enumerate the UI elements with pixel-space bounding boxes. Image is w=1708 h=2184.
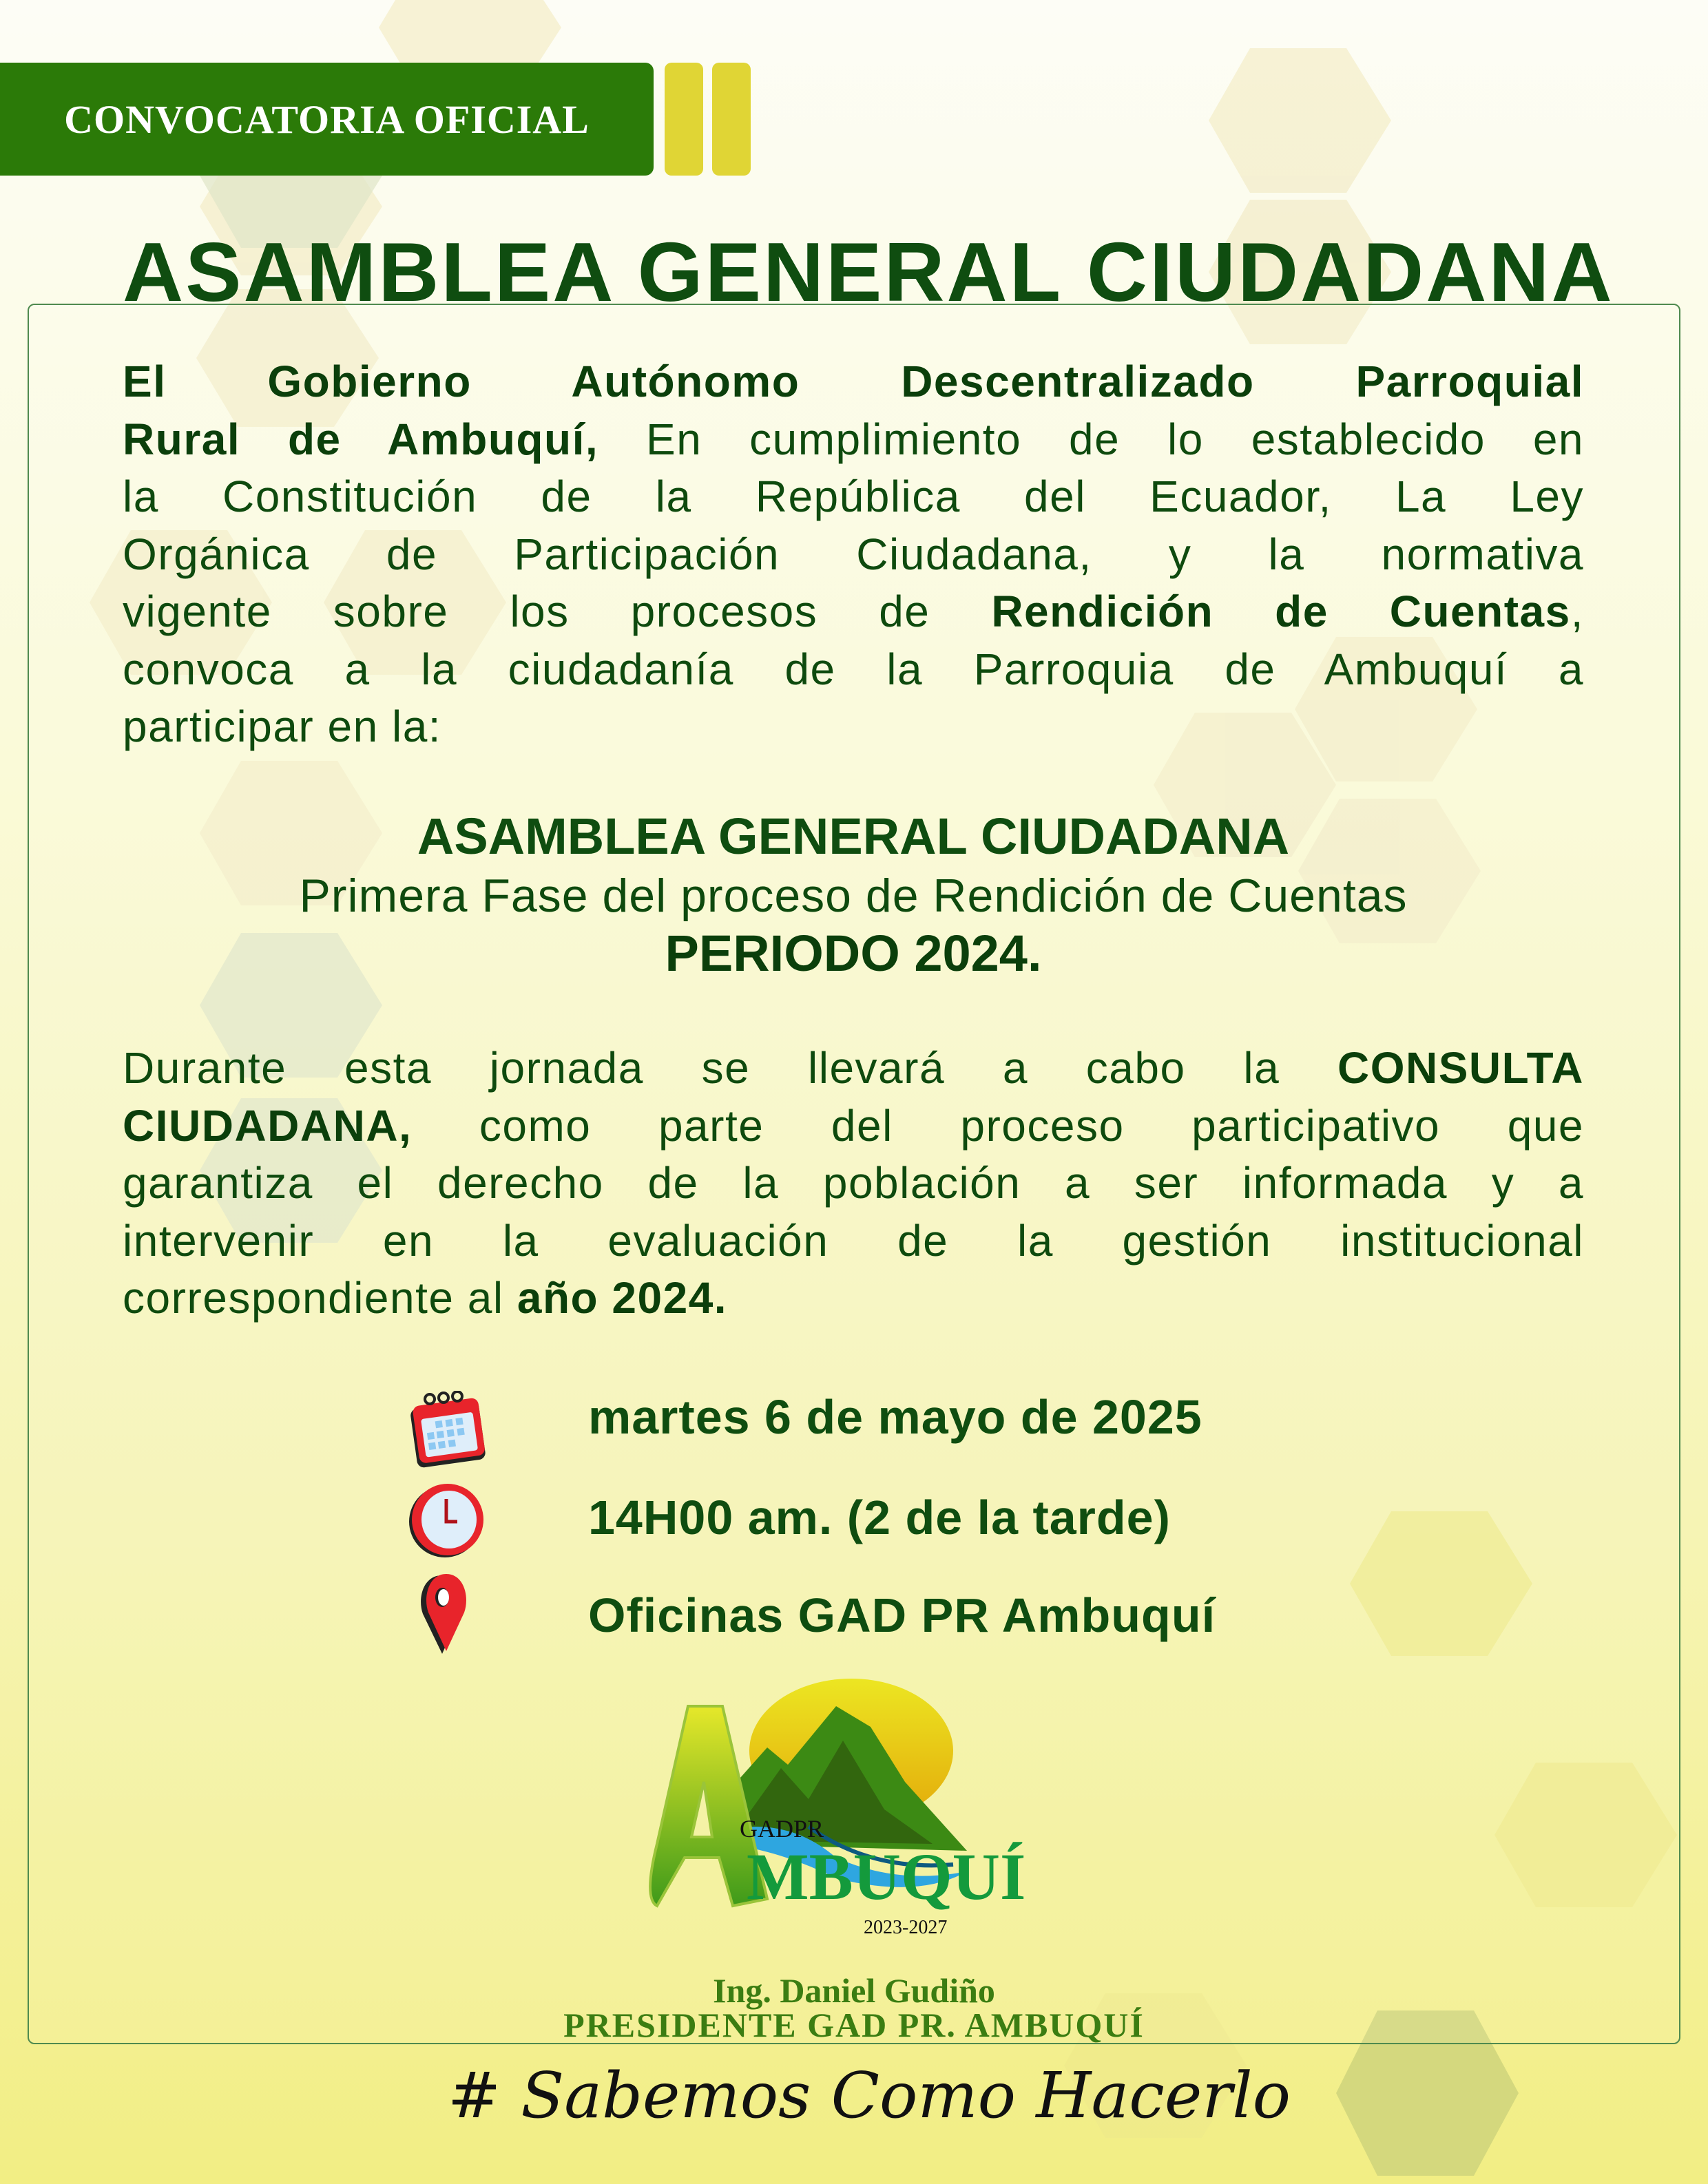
- paragraph-line: [123, 353, 1584, 411]
- ambuqui-logo: [609, 1679, 1063, 1961]
- bold-text: año 2024.: [517, 1273, 728, 1323]
- paragraph-line: [123, 1155, 1584, 1212]
- paragraph-line: [123, 1040, 1584, 1098]
- paragraph-line: [123, 641, 1584, 699]
- bold-text: Rendición de Cuentas: [991, 587, 1571, 636]
- bold-text: Rural de Ambuquí,: [123, 414, 599, 464]
- bold-text: CIUDADANA,: [123, 1100, 413, 1151]
- event-name: ASAMBLEA GENERAL CIUDADANA: [417, 808, 1290, 865]
- calendar-icon: [409, 1391, 486, 1468]
- paragraph-line: [123, 526, 1584, 584]
- text: garantiza el derecho de la población a ser informada y a: [123, 1158, 1584, 1208]
- banner-accent-bar: [665, 63, 703, 176]
- text: ,: [1570, 587, 1585, 636]
- banner-label: CONVOCATORIA OFICIAL: [64, 96, 590, 142]
- intro-paragraph: [123, 353, 1584, 756]
- official-call-banner: [0, 63, 654, 176]
- text: participar en la:: [123, 702, 442, 751]
- text: intervenir en la evaluación de la gestión institucional: [123, 1215, 1584, 1266]
- logo-years: 2023-2027: [864, 1917, 948, 1938]
- consulta-paragraph: [123, 1040, 1584, 1327]
- hashtag-slogan: # Sabemos Como Hacerlo: [447, 2059, 1291, 2132]
- bold-text: CONSULTA: [1337, 1043, 1584, 1093]
- paragraph-line: [123, 411, 1584, 469]
- paragraph-line: [123, 1098, 1584, 1155]
- paragraph-line: [123, 583, 1584, 641]
- paragraph-line: [123, 468, 1584, 526]
- bold-text: El Gobierno Autónomo Descentralizado Parroquial: [123, 357, 1584, 406]
- paragraph-line: [123, 1270, 1584, 1327]
- signer-name: Ing. Daniel Gudiño: [713, 1971, 995, 2010]
- text: En cumplimiento de lo establecido en: [598, 414, 1584, 464]
- text: como parte del proceso participativo que: [412, 1100, 1584, 1151]
- event-time: 14H00 am. (2 de la tarde): [588, 1491, 1171, 1544]
- logo-name: MBUQUÍ: [747, 1840, 1026, 1913]
- text: Durante esta jornada se llevará a cabo la: [123, 1043, 1337, 1093]
- text: Orgánica de Participación Ciudadana, y la normativa: [123, 529, 1584, 579]
- map-pin-icon: [416, 1571, 478, 1655]
- text: convoca a la ciudadanía de la Parroquia de Ambuquí a: [123, 644, 1584, 694]
- clock-icon: [408, 1482, 488, 1559]
- event-date: martes 6 de mayo de 2025: [588, 1390, 1202, 1444]
- text: vigente sobre los procesos de: [123, 587, 992, 636]
- banner-accent-bar: [712, 63, 751, 176]
- event-phase: Primera Fase del proceso de Rendición de Cuentas: [299, 870, 1408, 922]
- text: correspondiente al: [123, 1273, 517, 1323]
- logo-prefix: GADPR: [740, 1815, 824, 1842]
- paragraph-line: [123, 1212, 1584, 1270]
- event-location: Oficinas GAD PR Ambuquí: [588, 1588, 1216, 1642]
- paragraph-line: [123, 698, 1584, 756]
- event-period: PERIODO 2024.: [665, 925, 1042, 982]
- page-title: ASAMBLEA GENERAL CIUDADANA: [123, 225, 1614, 319]
- signer-role: PRESIDENTE GAD PR. AMBUQUÍ: [563, 2006, 1145, 2044]
- text: la Constitución de la República del Ecuador, La Ley: [123, 472, 1584, 521]
